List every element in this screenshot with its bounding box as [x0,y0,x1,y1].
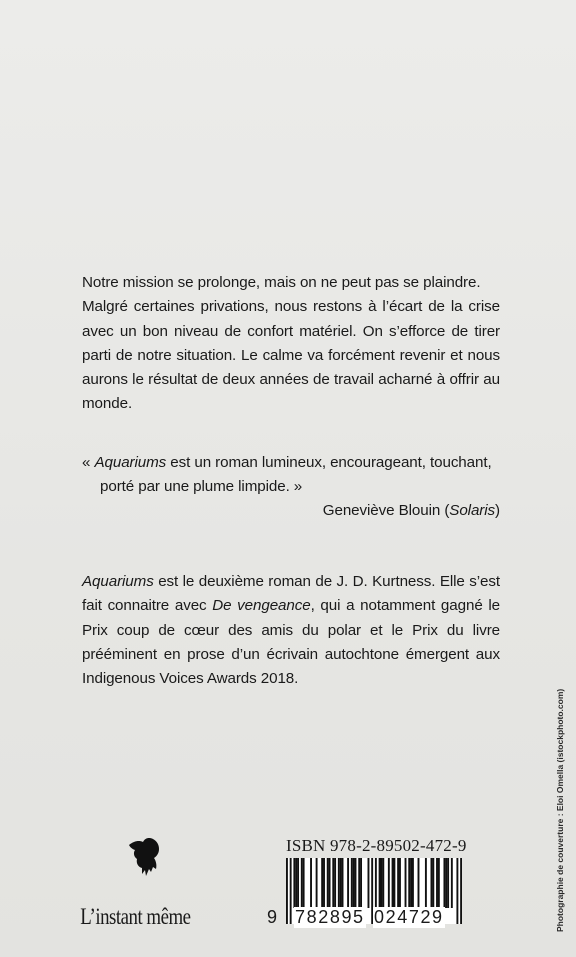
barcode-bar [334,858,336,908]
barcode-bar [338,858,340,908]
barcode-bar [397,858,399,908]
barcode-bar [399,858,401,908]
barcode-bar [297,858,299,908]
barcode-bar [380,858,382,908]
barcode-bar [425,858,427,908]
barcode-bar [332,858,334,908]
barcode-bar [418,858,420,908]
barcode-bar [451,858,453,908]
crow-icon [126,836,166,882]
barcode-bar [342,858,344,908]
barcode-bar [460,858,462,924]
barcode-bar [379,858,381,908]
barcode-bar [360,858,362,908]
barcode-digit-lead: 9 [267,907,279,927]
barcode-bar [347,858,349,908]
barcode-bar [327,858,329,908]
barcode-bar [321,858,323,908]
photo-credit: Photographie de couverture : Eloi Omella (istockphoto.com) [555,688,565,932]
barcode-digits-left: 782895 [295,907,365,927]
attribution-source: Solaris [449,502,496,519]
synopsis-line-1: Notre mission se prolonge, mais on ne peut pas se plaindre. [82,274,481,291]
barcode-bar [358,858,360,908]
barcode-bar [445,858,447,908]
quote-text-2: porté par une plume limpide. » [100,478,303,496]
barcode-bar [436,858,438,908]
barcode-bar [316,858,318,908]
barcode-bar [293,858,295,908]
review-quote [82,451,500,500]
barcode-bar [438,858,440,908]
barcode-bar [310,858,312,908]
barcode-bar [392,858,394,908]
isbn-label: ISBN 978-2-89502-472-9 [286,836,467,855]
synopsis-paragraph: Malgré certaines privations, nous restons à l’écart de la crise avec un bon niveau de confort matériel. On s’efforce de tirer parti de notre situation. Le calme va forcément revenir et nous aurons le résultat de deux années de travail acharné à offrir au monde. [82,298,500,413]
author-bio [82,570,500,691]
attribution-close: ) [495,502,500,519]
barcode-bar [303,858,305,908]
quote-text-1: est un roman lumineux, encourageant, touchant, [166,454,492,471]
barcode-bar [351,858,353,908]
publisher-name: L’instant même [80,904,191,929]
barcode-bar [353,858,355,908]
barcode-bar [443,858,445,908]
quote-attribution [82,499,500,523]
bio-text-1: est le deuxième roman de J. D. Kurtness. Elle s’est fait connaitre avec [82,573,500,615]
quote-book-title: Aquariums [94,454,167,471]
barcode-bar [432,858,434,908]
barcode-bar [388,858,390,908]
bio-previous-title: De vengeance [212,597,311,615]
publisher-logo [78,836,218,936]
barcode-bar [355,858,357,908]
barcode-bar [393,858,395,908]
barcode-bar [286,858,288,924]
barcode-bar [368,858,370,908]
barcode-digits-right: 024729 [374,907,444,927]
synopsis [82,271,500,417]
barcode-bar [456,858,458,924]
attribution-author: Geneviève Blouin ( [322,502,450,519]
barcode-bar [447,858,449,908]
quote-open: « [82,454,95,471]
barcode-bar [329,858,331,908]
barcode-bar [340,858,342,908]
barcode-bar [295,858,297,908]
barcode-bar [412,858,414,908]
barcode-bar [410,858,412,908]
barcode-bar [301,858,303,908]
barcode-bar [408,858,410,908]
barcode-bar [431,858,433,908]
bio-book-title: Aquariums [82,573,154,590]
barcode-bar [405,858,407,908]
barcode-bar [382,858,384,908]
barcode-bar [323,858,325,908]
barcode-bar [290,858,292,924]
bio-text-2: , qui a notamment gagné le Prix coup de cœur des amis du polar et le Prix du livre prééminent en prose d’un écrivain autochtone émergent aux Indigenous Voices Awards 2018. [82,597,500,688]
